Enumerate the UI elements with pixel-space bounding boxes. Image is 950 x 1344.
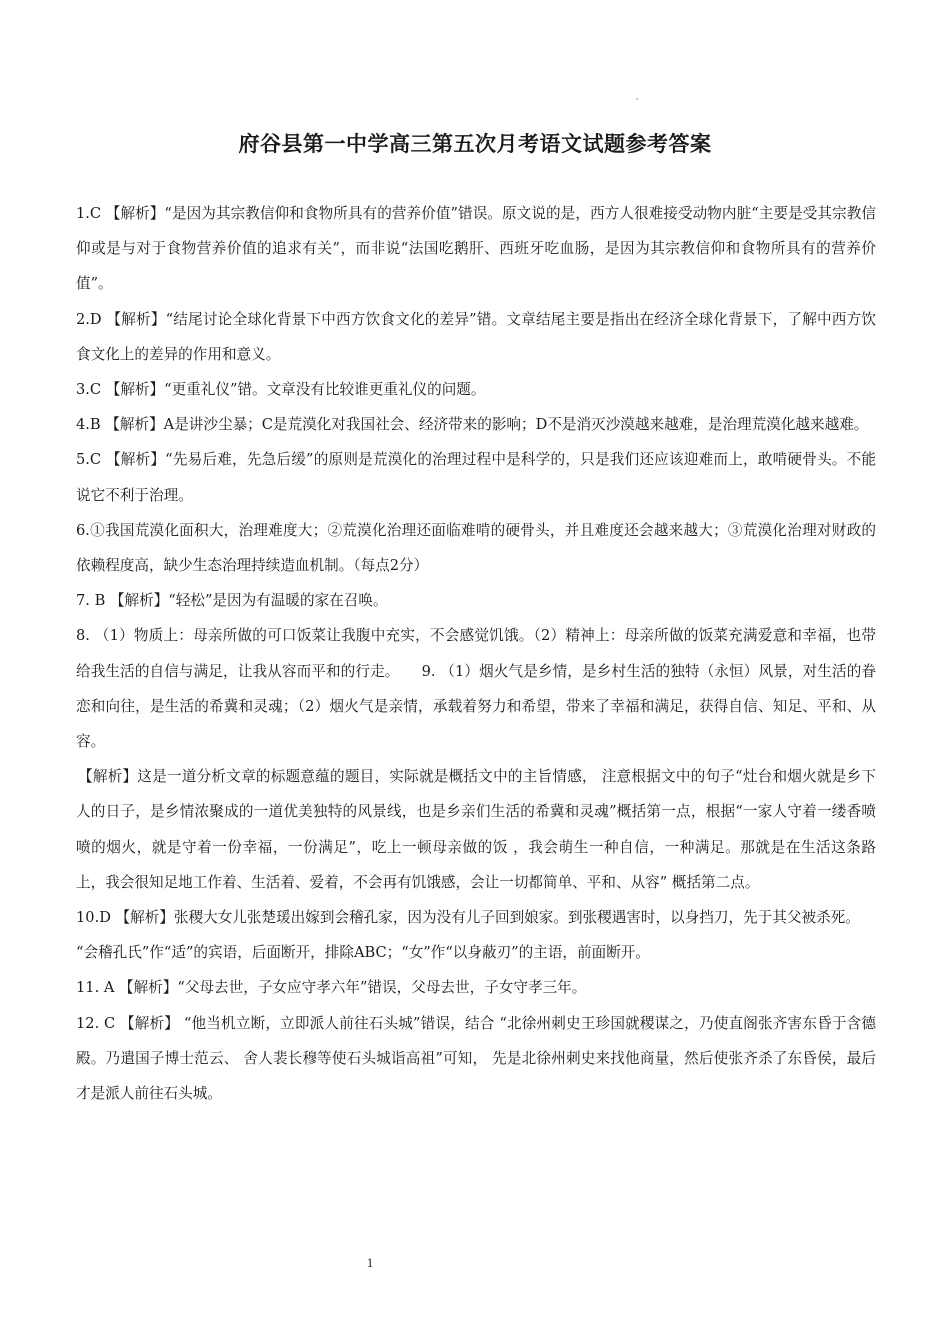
scan-speck [636,98,638,100]
answer-7: 7. B 【解析】“轻松”是因为有温暖的家在召唤。 [76,592,388,610]
document-title: 府谷县第一中学高三第五次月考语文试题参考答案 [238,132,712,156]
page-number: 1 [366,1255,374,1270]
analysis-9: 【解析】这是一道分析文章的标题意蕴的题目，实际就是概括文中的主旨情感， 注意根据文中的句子“灶台和烟火就是乡下人的日子，是乡情浓聚成的一道优美独特的风景线，也是乡亲们生活的希冀和灵魂”概括第一点，根据“一家人守着一缕香喷喷的烟火，就是守着一份幸福，一份满足”，吃上一顿母亲做的饭 ，我会萌生一种自信，一种满足。那就是在生活这条路上，我会很知足地工作着、生活着、爱着，不会再有饥饿感，会让一切都简单、平和、从容” 概括第二点。 [76,768,876,891]
answer-11: 11. A 【解析】“父母去世，子女应守孝六年”错误，父母去世，子女守孝三年。 [76,979,587,997]
answer-body [76,196,876,1111]
answer-3: 3.C 【解析】“更重礼仪”错。文章没有比较谁更重礼仪的问题。 [76,381,486,399]
answer-5: 5.C 【解析】“先易后难，先急后缓”的原则是荒漠化的治理过程中是科学的，只是我们还应该迎难而上，敢啃硬骨头。不能说它不利于治理。 [76,451,876,504]
answer-2: 2.D 【解析】“结尾讨论全球化背景下中西方饮食文化的差异”错。文章结尾主要是指出在经济全球化背景下，了解中西方饮食文化上的差异的作用和意义。 [76,310,876,363]
answer-8-9: 8. （1）物质上：母亲所做的可口饭菜让我腹中充实，不会感觉饥饿。（2）精神上：母亲所做的饭菜充满爱意和幸福，也带给我生活的自信与满足，让我从容而平和的行走。 9. （1）烟火气是乡情，是乡村生活的独特（永恒）风景，对生活的眷恋和向往，是生活的希冀和灵魂；（2）烟火气是亲情，承载着努力和希望，带来了幸福和满足，获得自信、知足、平和、从容。 [76,627,876,751]
answer-10: 10.D 【解析】张稷大女儿张楚瑗出嫁到会稽孔家，因为没有儿子回到娘家。到张稷遇害时，以身挡刀，先于其父被杀死。 [76,909,860,927]
answer-12: 12. C 【解析】 “他当机立断，立即派人前往石头城”错误，结合 “北徐州刺史王珍国就稷谋之，乃使直阁张齐害东昏于含德殿。乃遣国子博士范云、 舍人裴长穆等使石头城诣高祖”可知， 先是北徐州刺史来找他商量，然后使张齐杀了东昏侯，最后才是派人前往石头城。 [76,1014,876,1103]
answer-10-note: “会稽孔氏”作“适”的宾语，后面断开，排除ABC；“女”作“以身蔽刃”的主语，前面断开。 [76,944,650,962]
answer-4: 4.B 【解析】A是讲沙尘暴；C是荒漠化对我国社会、经济带来的影响；D不是消灭沙漠越来越难，是治理荒漠化越来越难。 [76,416,869,434]
answer-1: 1.C 【解析】“是因为其宗教信仰和食物所具有的营养价值”错误。原文说的是，西方人很难接受动物内脏“主要是受其宗教信仰或是与对于食物营养价值的追求有关”，而非说“法国吃鹅肝、西班牙吃血肠，是因为其宗教信仰和食物所具有的营养价值”。 [76,205,876,293]
answer-6: 6.①我国荒漠化面积大，治理难度大；②荒漠化治理还面临难啃的硬骨头，并且难度还会越来越大；③荒漠化治理对财政的依赖程度高，缺少生态治理持续造血机制。（每点2分） [76,521,876,575]
